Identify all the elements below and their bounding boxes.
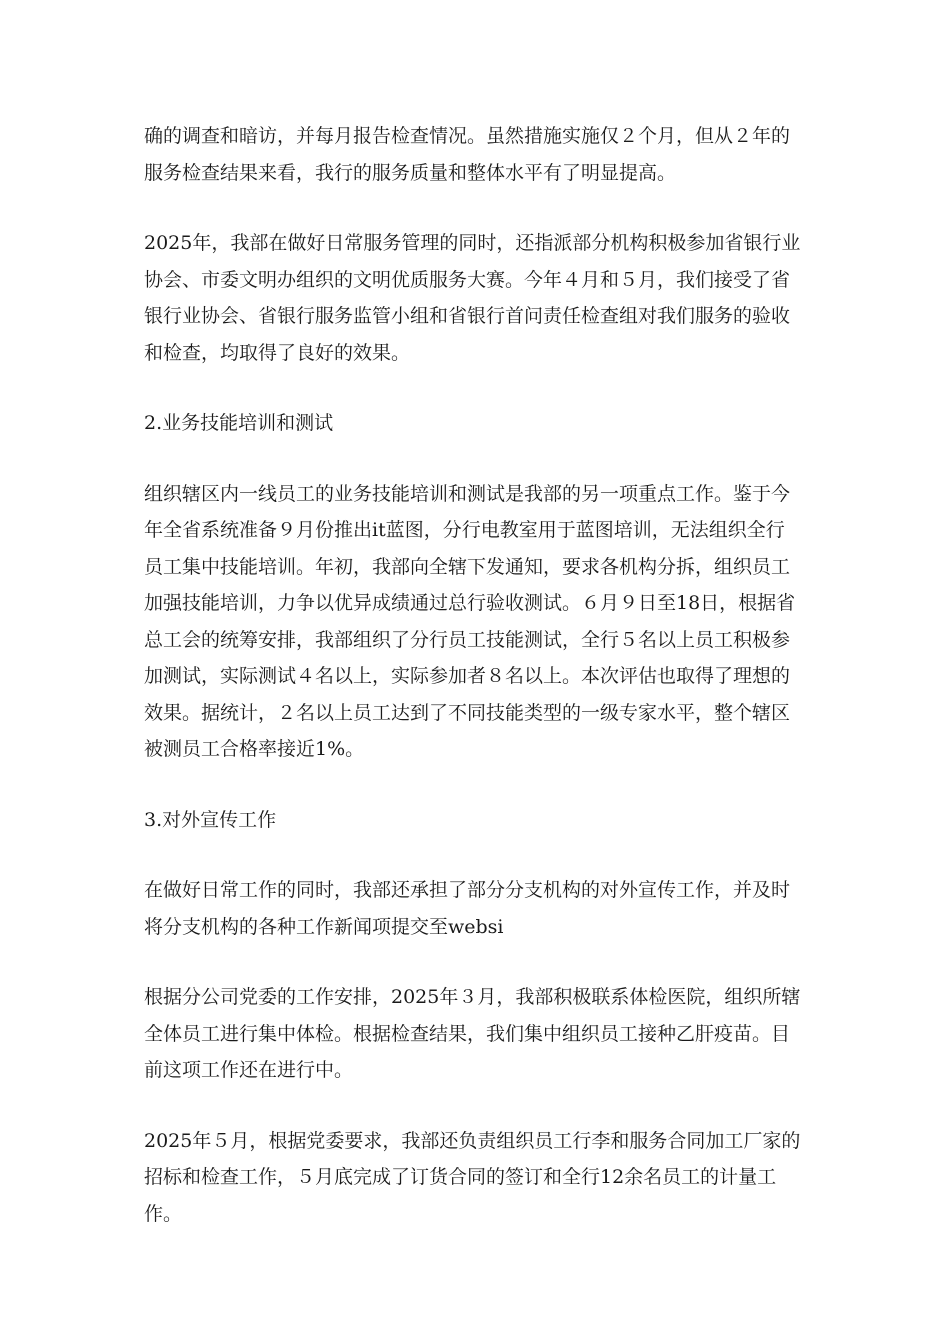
paragraph-skills-training: 组织辖区内一线员工的业务技能培训和测试是我部的另一项重点工作。鉴于今 年全省系统准备９月份推出it蓝图，分行电教室用于蓝图培训，无法组织全行 员工集中技能培训。年初，我部向全辖下发通知，要求各机构分拆，组织员工 加强技能培训，力争以优异成绩通过总行验收测试。６月９日至18日，根据省 总工会的统筹安排，我部组织了分行员工技能测试，全行５名以上员工积极参 加测试，实际测试４名以上，实际参加者８名以上。本次评估也取得了理想的 效果。据统计，２名以上员工达到了不同技能类型的一级专家水平，整个辖区 被测员工合格率接近1%。 xyxy=(144,482,796,760)
document-body xyxy=(144,118,814,1266)
section-heading-publicity: 3.对外宣传工作 xyxy=(144,808,277,831)
paragraph-contract-bidding: 2025年５月，根据党委要求，我部还负责组织员工行李和服务合同加工厂家的 招标和检查工作，５月底完成了订货合同的签订和全行12余名员工的计量工作。 xyxy=(144,1129,801,1225)
paragraph-service-competition: 2025年，我部在做好日常服务管理的同时，还指派部分机构积极参加省银行业 协会、市委文明办组织的文明优质服务大赛。今年４月和５月，我们接受了省 银行业协会、省银行服务监管小组和省银行首问责任检查组对我们服务的验收 和检查，均取得了良好的效果。 xyxy=(144,232,801,364)
section-heading-skills-training: 2.业务技能培训和测试 xyxy=(144,412,334,434)
paragraph-service-inspection: 确的调查和暗访，并每月报告检查情况。虽然措施实施仅２个月，但从２年的 服务检查结果来看，我行的服务质量和整体水平有了明显提高。 xyxy=(144,125,791,184)
paragraph-health-check: 根据分公司党委的工作安排，2025年３月，我部积极联系体检医院，组织所辖 全体员工进行集中体检。根据检查结果，我们集中组织员工接种乙肝疫苗。目 前这项工作还在进行中。 xyxy=(144,986,801,1081)
paragraph-publicity: 在做好日常工作的同时，我部还承担了部分分支机构的对外宣传工作，并及时 将分支机构的各种工作新闻项提交至websi xyxy=(144,879,791,938)
